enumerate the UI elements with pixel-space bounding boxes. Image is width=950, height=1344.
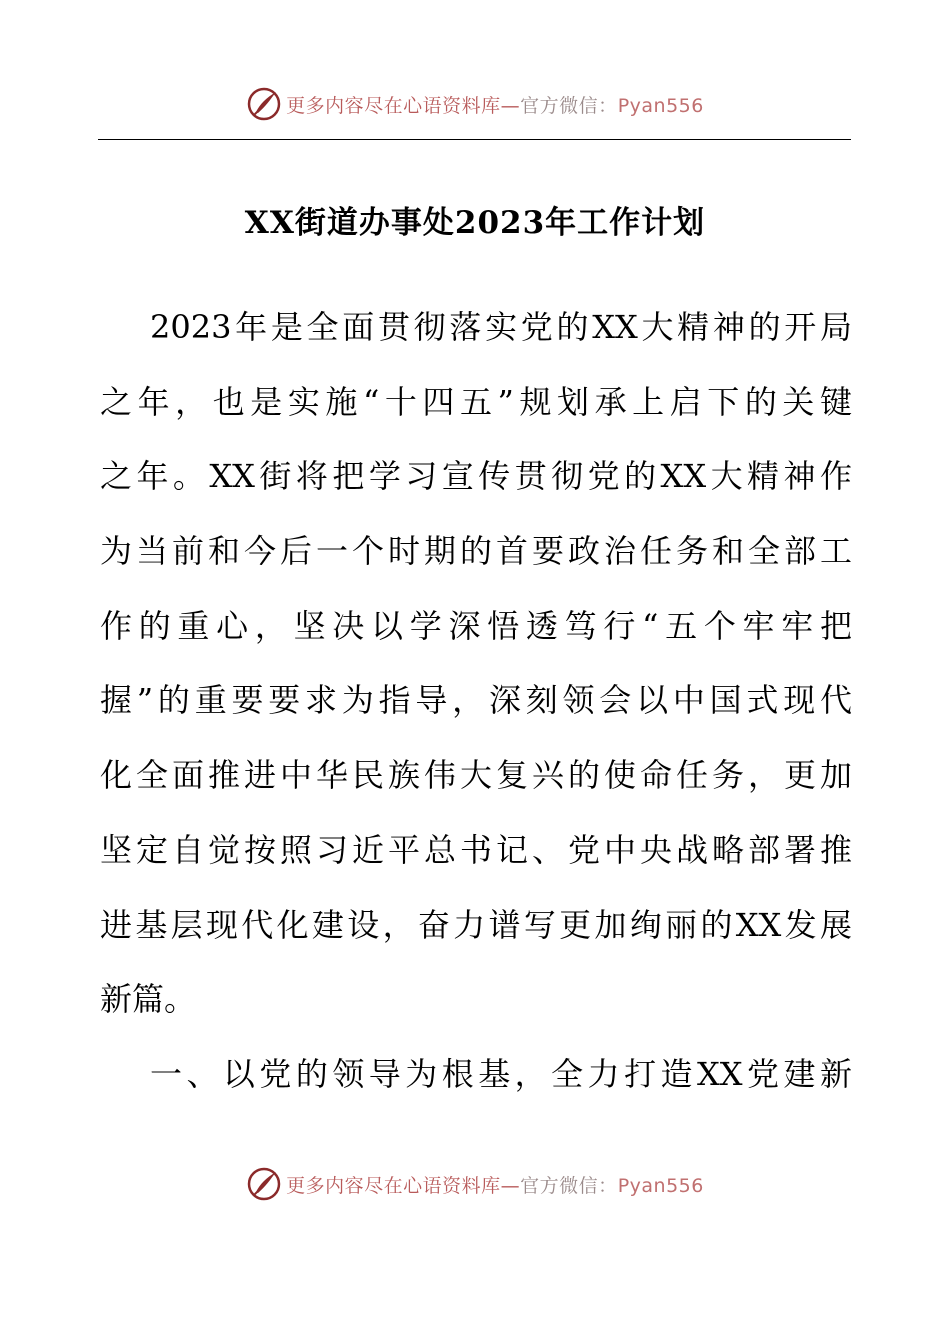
watermark-wechat-id: Pyan556 xyxy=(617,1174,704,1197)
paragraph-line: 新篇。 xyxy=(100,980,197,1019)
watermark-text-group xyxy=(286,1171,704,1198)
section-heading: 一、以党的领导为根基，全力打造XX党建新 xyxy=(150,1054,852,1093)
watermark-slogan: 更多内容尽在心语资料库 xyxy=(286,94,501,117)
paragraph-line: 化全面推进中华民族伟大复兴的使命任务，更加 xyxy=(100,756,852,795)
paragraph-line: 为当前和今后一个时期的首要政治任务和全部工 xyxy=(100,532,852,571)
quill-logo-icon xyxy=(246,86,282,122)
paragraph-line: 握”的重要要求为指导，深刻领会以中国式现代 xyxy=(100,681,852,720)
watermark-slogan: 更多内容尽在心语资料库 xyxy=(286,1174,501,1197)
header-watermark xyxy=(0,82,950,126)
watermark-wechat-label: 官方微信： xyxy=(520,1174,618,1197)
watermark-wechat-id: Pyan556 xyxy=(617,94,704,117)
watermark-separator: — xyxy=(500,94,521,117)
document-title: XX街道办事处2023年工作计划 xyxy=(244,205,706,241)
quill-logo-icon xyxy=(246,1166,282,1202)
watermark-wechat-label: 官方微信： xyxy=(520,94,618,117)
paragraph-line: 2023年是全面贯彻落实党的XX大精神的开局 xyxy=(150,308,852,346)
paragraph-line: 进基层现代化建设，奋力谱写更加绚丽的XX发展 xyxy=(100,905,852,944)
watermark-text-group xyxy=(286,91,704,118)
watermark-separator: — xyxy=(500,1174,521,1197)
footer-watermark xyxy=(0,1162,950,1206)
paragraph-line: 之年，也是实施“十四五”规划承上启下的关键 xyxy=(100,382,852,421)
paragraph-line: 作的重心，坚决以学深悟透笃行“五个牢牢把 xyxy=(100,606,852,645)
header-divider xyxy=(98,139,851,140)
paragraph-line: 之年。XX街将把学习宣传贯彻党的XX大精神作 xyxy=(100,457,852,496)
document-body xyxy=(100,290,852,1112)
paragraph-line: 坚定自觉按照习近平总书记、党中央战略部署推 xyxy=(100,830,852,869)
